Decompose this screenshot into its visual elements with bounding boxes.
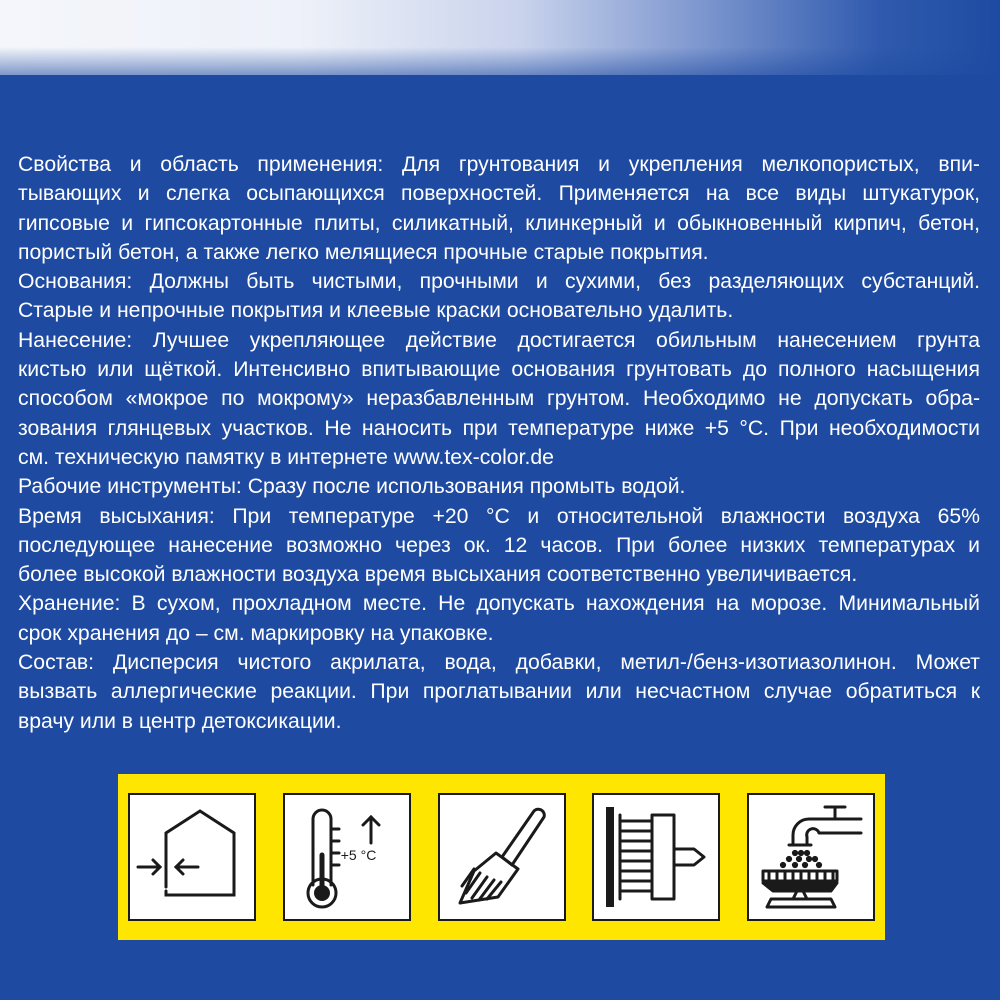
description-line: врачу или в центр детоксикации. [18,709,342,733]
description-line: см. техническую памятку в интернете www.tex-color.de [18,445,554,469]
description-line: вызвать аллергические реакции. При проглатывании или несчастном случае обратиться к [18,680,980,704]
product-description [18,150,980,736]
description-line: Основания: Должны быть чистыми, прочными и сухими, без разделяющих субстанций. [18,270,980,294]
description-line: последующее нанесение возможно через ок. 12 часов. При более низких температурах и [18,533,980,557]
top-gradient-band [0,0,1000,75]
description-line: Хранение: В сухом, прохладном месте. Не допускать нахождения на морозе. Минимальный [18,592,980,616]
paint-brush-icon [438,793,566,921]
description-line: кистью или щёткой. Интенсивно впитывающие основания грунтовать до полного насыщения [18,358,980,382]
description-line: Время высыхания: При температуре +20 °С и относительной влажности воздуха 65% [18,504,980,528]
description-line: способом «мокрое по мокрому» неразбавленным грунтом. Необходимо не допускать обра- [18,387,980,411]
usage-icons-strip [118,774,885,940]
description-line: Состав: Дисперсия чистого акрилата, вода, добавки, метил-/бенз-изотиазолинон. Может [18,651,980,675]
description-line: пористый бетон, а также легко мелящиеся прочные старые покрытия. [18,240,709,264]
description-line: более высокой влажности воздуха время высыхания соответственно увеличивается. [18,563,858,587]
description-line: тывающих и слегка осыпающихся поверхностей. Применяется на все виды штукатурок, [18,182,980,206]
wall-brush-icon [592,793,720,921]
description-line: Свойства и область применения: Для грунтования и укрепления мелкопористых, впи- [18,153,980,176]
thermometer-icon [283,793,411,921]
description-line: срок хранения до – см. маркировку на упаковке. [18,621,494,645]
temperature-label: +5 °C [340,847,377,863]
description-line: Рабочие инструменты: Сразу после использования промыть водой. [18,475,686,499]
house-indoor-icon [128,793,256,921]
description-line: Старые и непрочные покрытия и клеевые краски основательно удалить. [18,299,734,323]
description-line: гипсовые и гипсокартонные плиты, силикатный, клинкерный и обыкновенный кирпич, бетон, [18,211,980,235]
description-line: Нанесение: Лучшее укрепляющее действие достигается обильным нанесением грунта [18,328,980,352]
description-line: зования глянцевых участков. Не наносить при температуре ниже +5 °С. При необходимости [18,416,980,440]
faucet-wash-icon [747,793,875,921]
